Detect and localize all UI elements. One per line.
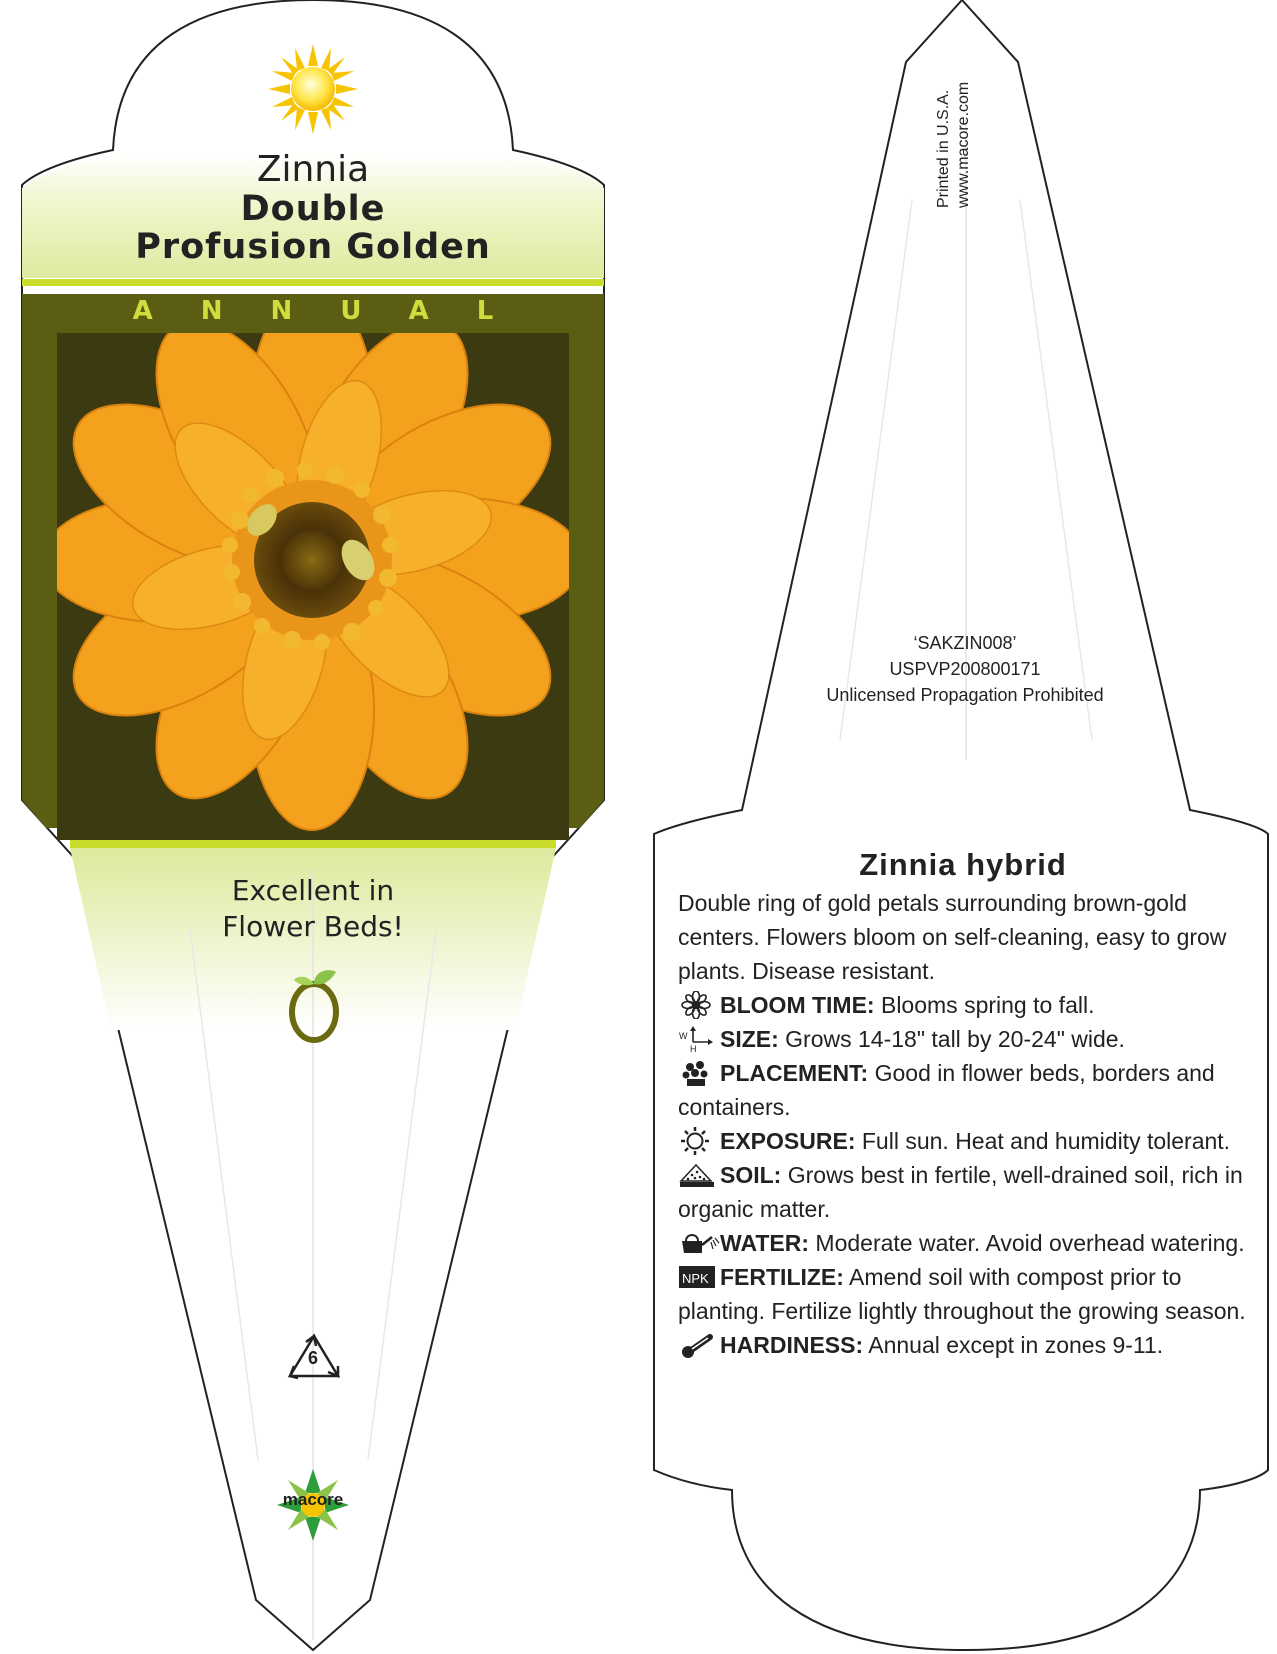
leaf-sprout-icon <box>284 968 344 1044</box>
detail-size <box>678 1022 1248 1056</box>
thermometer-icon <box>678 1331 720 1359</box>
plant-name-line1: Double <box>240 189 386 229</box>
size-label: SIZE: <box>720 1026 779 1052</box>
soil-label: SOIL: <box>720 1162 782 1188</box>
variety-code: ‘SAKZIN008’ <box>913 633 1017 653</box>
fertilize-label: FERTILIZE: <box>720 1264 844 1290</box>
hardiness-label: HARDINESS: <box>720 1332 864 1358</box>
detail-exposure <box>678 1124 1248 1158</box>
placement-text: Good in flower beds, borders and containers. <box>678 1060 1215 1120</box>
plant-details <box>678 846 1248 1362</box>
soil-text: Grows best in fertile, well-drained soil, rich in organic matter. <box>678 1162 1243 1222</box>
slogan-line2: Flower Beds! <box>222 910 404 943</box>
slogan <box>150 873 476 945</box>
patent-number: USPVP200800171 <box>889 659 1041 679</box>
size-text: Grows 14-18" tall by 20-24" wide. <box>778 1026 1125 1052</box>
print-info <box>935 48 975 218</box>
bloom-time-label: BLOOM TIME: <box>720 992 875 1018</box>
detail-placement <box>678 1056 1248 1124</box>
placement-icon <box>678 1059 720 1087</box>
fertilize-text: Amend soil with compost prior to planting. Fertilize lightly throughout the growing season. <box>678 1264 1246 1324</box>
soil-icon <box>678 1161 720 1189</box>
detail-hardiness <box>678 1328 1248 1362</box>
svg-text:W: W <box>679 1031 688 1041</box>
description: Double ring of gold petals surrounding brown-gold centers. Flowers bloom on self-cleaning, easy to grow plants. Disease resistant. <box>678 890 1227 984</box>
website: www.macore.com <box>955 81 972 208</box>
flower-icon <box>678 991 720 1019</box>
size-icon <box>678 1025 720 1053</box>
detail-bloom-time <box>678 988 1248 1022</box>
plant-genus: Zinnia <box>256 149 370 190</box>
species-heading: Zinnia hybrid <box>859 847 1067 882</box>
detail-fertilize <box>678 1260 1248 1328</box>
svg-text:H: H <box>690 1044 697 1053</box>
water-text: Moderate water. Avoid overhead watering. <box>809 1230 1245 1256</box>
bloom-time-text: Blooms spring to fall. <box>874 992 1095 1018</box>
npk-icon <box>678 1263 720 1291</box>
plant-name-line2: Profusion Golden <box>135 227 491 267</box>
svg-text:NPK: NPK <box>682 1271 709 1286</box>
brand-name: macore <box>282 1490 344 1509</box>
category-label: ANNUAL <box>132 296 542 326</box>
exposure-text: Full sun. Heat and humidity tolerant. <box>855 1128 1231 1154</box>
detail-water <box>678 1226 1248 1260</box>
placement-label: PLACEMENT: <box>720 1060 869 1086</box>
exposure-label: EXPOSURE: <box>720 1128 856 1154</box>
sun-icon <box>678 1127 720 1155</box>
recycle-number: 6 <box>307 1348 318 1368</box>
water-label: WATER: <box>720 1230 810 1256</box>
printed-in: Printed in U.S.A. <box>935 89 952 208</box>
slogan-line1: Excellent in <box>231 874 395 907</box>
patent-info <box>760 630 1170 708</box>
propagation-notice: Unlicensed Propagation Prohibited <box>826 685 1104 705</box>
watering-can-icon <box>678 1229 720 1257</box>
hardiness-text: Annual except in zones 9-11. <box>863 1332 1164 1358</box>
detail-soil <box>678 1158 1248 1226</box>
